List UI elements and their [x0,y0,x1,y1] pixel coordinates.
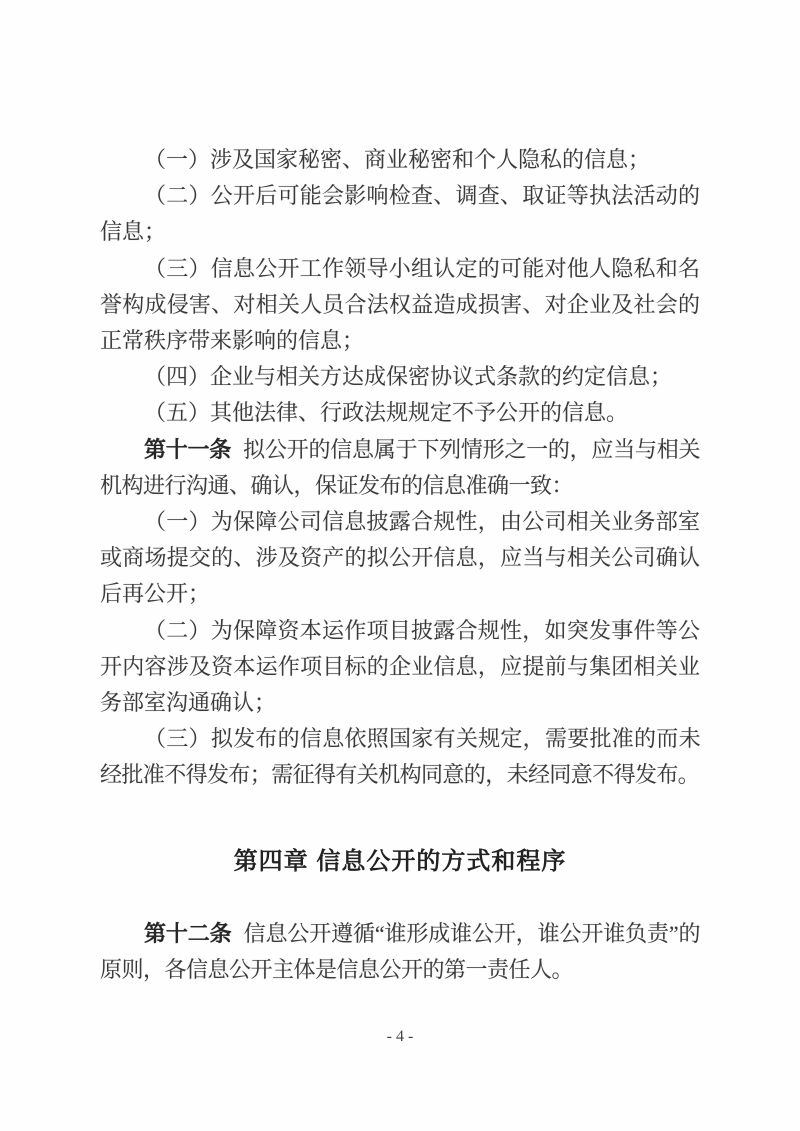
clause-item-2: （二）公开后可能会影响检查、调查、取证等执法活动的信息； [100,183,700,245]
clause-item-3: （三）信息公开工作领导小组认定的可能对他人隐私和名誉构成侵害、对相关人员合法权益造成损害、对企业及社会的正常秩序带来影响的信息； [100,255,700,354]
article-12-paragraph [100,916,700,988]
clause-item-1: （一）涉及国家秘密、商业秘密和个人隐私的信息； [144,147,651,172]
clause-item-4: （四）企业与相关方达成保密协议式条款的约定信息； [144,364,673,390]
clause-item-5: （五）其他法律、行政法规规定不予公开的信息。 [144,400,629,426]
article-11-number: 第十一条 [144,436,232,462]
clause-item-6: （一）为保障公司信息披露合规性，由公司相关业务部室或商场提交的、涉及资产的拟公开信息，应当与相关公司确认后再公开； [100,509,700,607]
clause-item-7: （二）为保障资本运作项目披露合规性，如突发事件等公开内容涉及资本运作项目标的企业信息，应提前与集团相关业务部室沟通确认； [100,617,700,716]
article-11-paragraph [100,432,700,504]
article-12-number: 第十二条 [144,920,232,946]
page-number: - 4 - [386,1028,414,1045]
document-body [100,142,700,988]
article-11-text: 拟公开的信息属于下列情形之一的，应当与相关机构进行沟通、确认，保证发布的信息准确一致： [100,436,700,498]
chapter-heading: 第四章 信息公开的方式和程序 [233,847,567,875]
clause-item-8: （三）拟发布的信息依照国家有关规定，需要批准的而未经批准不得发布；需征得有关机构同意的，未经同意不得发布。 [100,726,700,788]
article-12-text: 信息公开遵循“谁形成谁公开，谁公开谁负责”的原则，各信息公开主体是信息公开的第一责任人。 [100,920,700,982]
